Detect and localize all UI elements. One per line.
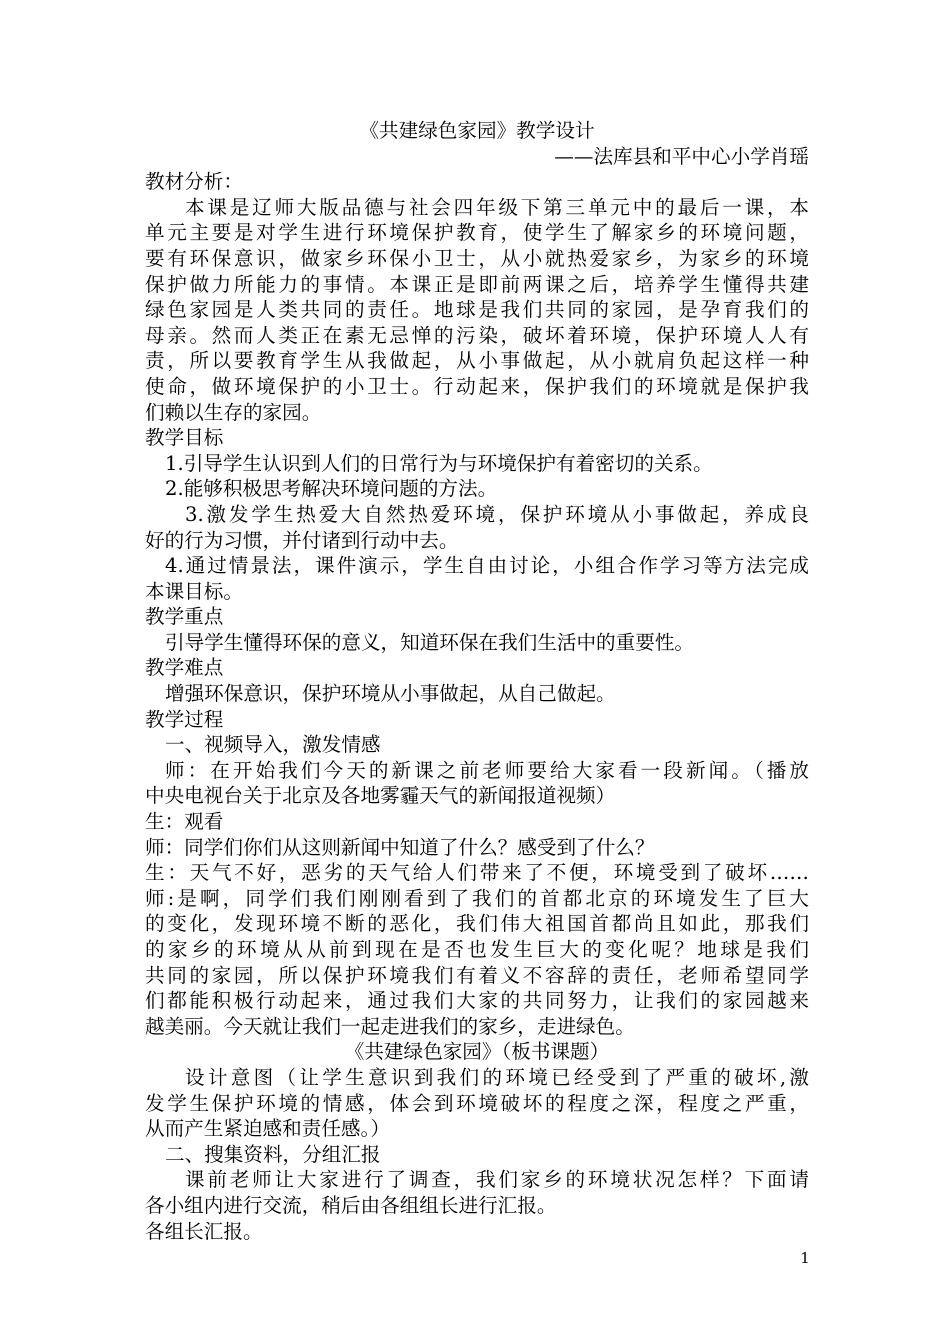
paragraph-line: 本课是辽师大版品德与社会四年级下第三单元中的最后一课，本 <box>185 195 809 219</box>
goal-item-4-cont: 本课目标。 <box>145 579 243 603</box>
process-step-2: 二、搜集资料，分组汇报 <box>165 1142 381 1166</box>
goal-item-4: 4.通过情景法，课件演示，学生自由讨论，小组合作学习等方法完成 <box>165 554 809 578</box>
paragraph-line: 使命，做环境保护的小卫士。行动起来，保护我们的环境就是保护我 <box>145 374 809 398</box>
paragraph-line: 要有环保意识，做家乡环保小卫士，从小就热爱家乡，为家乡的环境 <box>145 246 809 270</box>
document-title: 《共建绿色家园》教学设计 <box>359 119 595 142</box>
student-line: 各组长汇报。 <box>145 1219 263 1243</box>
design-intent-cont: 发学生保护环境的情感，体会到环境破坏的程度之深，程度之严重， <box>145 1091 809 1115</box>
teacher-line-cont: 们都能积极行动起来，通过我们大家的共同努力，让我们的家园越来 <box>145 989 809 1013</box>
paragraph-line: 保护做力所能力的事情。本课正是即前两课之后，培养学生懂得共建 <box>145 272 809 296</box>
goal-item-2: 2.能够积极思考解决环境问题的方法。 <box>165 477 498 501</box>
process-step-1: 一、视频导入，激发情感 <box>165 733 381 757</box>
section-heading-goals: 教学目标 <box>145 426 224 450</box>
paragraph-line: 母亲。然而人类正在素无忌惮的污染，破坏着环境，保护环境人人有 <box>145 323 809 347</box>
teacher-line-cont: 的变化，发现环境不断的恶化，我们伟大祖国首都尚且如此，那我们 <box>145 912 809 936</box>
goal-item-3-cont: 好的行为习惯，并付诸到行动中去。 <box>145 528 459 552</box>
teacher-line: 课前老师让大家进行了调查，我们家乡的环境状况怎样？下面请 <box>185 1168 809 1192</box>
page-number: 1 <box>800 1249 810 1267</box>
teacher-line-cont: 各小组内进行交流，稍后由各组组长进行汇报。 <box>145 1193 557 1217</box>
student-line: 生：观看 <box>145 810 224 834</box>
document-author: ——法库县和平中心小学肖瑶 <box>554 144 809 168</box>
key-point-text: 引导学生懂得环保的意义，知道环保在我们生活中的重要性。 <box>165 630 695 654</box>
design-intent: 设计意图（让学生意识到我们的环境已经受到了严重的破坏,激 <box>185 1065 809 1089</box>
section-heading-process: 教学过程 <box>145 707 224 731</box>
board-title: 《共建绿色家园》（板书课题） <box>344 1040 610 1064</box>
design-intent-cont: 从而产生紧迫感和责任感。） <box>145 1117 390 1141</box>
teacher-line: 师:是啊，同学们我们刚刚看到了我们的首都北京的环境发生了巨大 <box>145 886 809 910</box>
teacher-line-cont: 的家乡的环境从从前到现在是否也发生巨大的变化呢？地球是我们 <box>145 938 809 961</box>
teacher-line-cont: 越美丽。今天就让我们一起走进我们的家乡，走进绿色。 <box>145 1014 635 1038</box>
difficulty-text: 增强环保意识，保护环境从小事做起，从自己做起。 <box>165 682 616 706</box>
paragraph-line: 们赖以生存的家园。 <box>145 400 322 424</box>
teacher-line-cont: 共同的家园，所以保护环境我们有着义不容辞的责任，老师希望同学 <box>145 963 809 987</box>
document-body <box>145 118 809 1244</box>
section-heading-analysis: 教材分析： <box>145 170 243 194</box>
teacher-line: 师：在开始我们今天的新课之前老师要给大家看一段新闻。（播放 <box>165 758 809 782</box>
section-heading-key: 教学重点 <box>145 605 224 629</box>
paragraph-line: 责，所以要教育学生从我做起，从小事做起，从小就肩负起这样一种 <box>145 349 809 373</box>
paragraph-line: 绿色家园是人类共同的责任。地球是我们共同的家园，是孕育我们的 <box>145 298 809 322</box>
goal-item-3: 3.激发学生热爱大自然热爱环境，保护环境从小事做起，养成良 <box>185 502 809 526</box>
student-line: 生：天气不好，恶劣的天气给人们带来了不便，环境受到了破坏…… <box>145 861 809 885</box>
paragraph-line: 单元主要是对学生进行环境保护教育，使学生了解家乡的环境问题， <box>145 221 809 245</box>
goal-item-1: 1.引导学生认识到人们的日常行为与环境保护有着密切的关系。 <box>165 451 713 475</box>
teacher-line-cont: 中央电视台关于北京及各地雾霾天气的新闻报道视频） <box>145 784 616 808</box>
teacher-line: 师：同学们你们从这则新闻中知道了什么？感受到了什么？ <box>145 835 655 859</box>
section-heading-difficulty: 教学难点 <box>145 656 224 680</box>
